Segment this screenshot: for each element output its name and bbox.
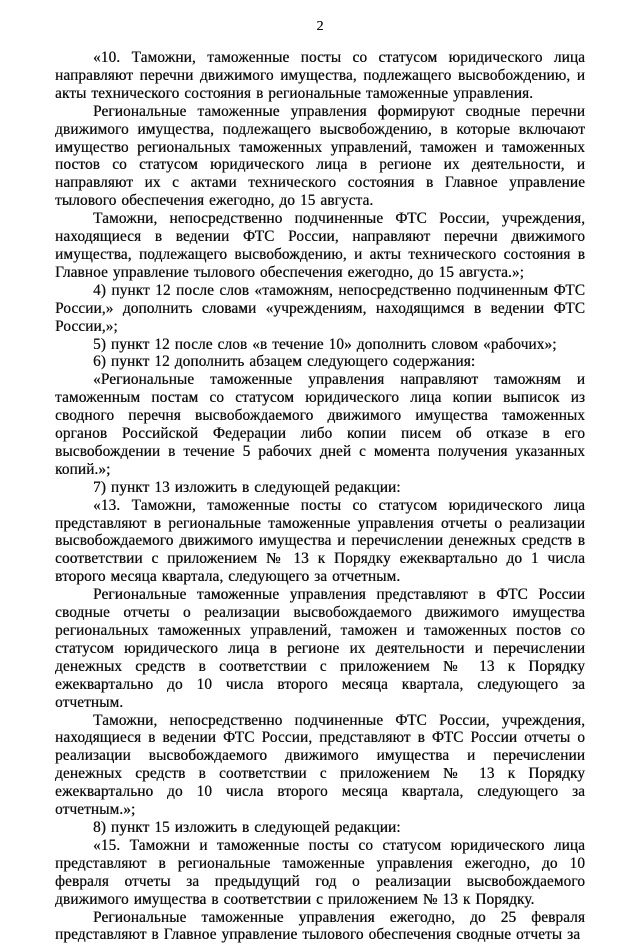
paragraph: 7) пункт 13 изложить в следующей редакции:: [55, 479, 585, 497]
paragraph: Региональные таможенные управления ежегодно, до 25 февраля представляют в Главное управление тылового обеспечения сводные отчеты за: [55, 909, 585, 944]
paragraph: Региональные таможенные управления представляют в ФТС России сводные отчеты о реализации высвобождаемого движимого имущества региональных таможенных управлений, таможен и таможенных постов со статусом юридического лица в регионе их деятельности и перечислении денежных средств в соответствии с приложением № 13 к Порядку ежеквартально до 10 числа второго месяца квартала, следующего за отчетным.: [55, 586, 585, 711]
document-body: [55, 49, 585, 944]
paragraph: 5) пункт 12 после слов «в течение 10» дополнить словом «рабочих»;: [55, 336, 585, 354]
paragraph: 8) пункт 15 изложить в следующей редакции:: [55, 819, 585, 837]
paragraph: 6) пункт 12 дополнить абзацем следующего содержания:: [55, 353, 585, 371]
paragraph: Таможни, непосредственно подчиненные ФТС России, учреждения, находящиеся в ведении ФТС России, направляют перечни движимого имущества, подлежащего высвобождению, и акты технического состояния в Главное управление тылового обеспечения ежегодно, до 15 августа.»;: [55, 210, 585, 282]
paragraph: Региональные таможенные управления формируют сводные перечни движимого имущества, подлежащего высвобождению, в которые включают имущество региональных таможенных управлений, таможен и таможенных постов со статусом юридического лица в регионе их деятельности, и направляют их с актами технического состояния в Главное управление тылового обеспечения ежегодно, до 15 августа.: [55, 103, 585, 210]
paragraph: «13. Таможни, таможенные посты со статусом юридического лица представляют в региональные таможенные управления отчеты о реализации высвобождаемого движимого имущества и перечислении денежных средств в соответствии с приложением № 13 к Порядку ежеквартально до 1 числа второго месяца квартала, следующего за отчетным.: [55, 497, 585, 587]
page-number: 2: [0, 19, 640, 35]
paragraph: «10. Таможни, таможенные посты со статусом юридического лица направляют перечни движимого имущества, подлежащего высвобождению, и акты технического состояния в региональные таможенные управления.: [55, 49, 585, 103]
paragraph: Таможни, непосредственно подчиненные ФТС России, учреждения, находящиеся в ведении ФТС России, представляют в ФТС России отчеты о реализации высвобождаемого движимого имущества и перечислении денежных средств в соответствии с приложением № 13 к Порядку ежеквартально до 10 числа второго месяца квартала, следующего за отчетным.»;: [55, 712, 585, 819]
paragraph: «15. Таможни и таможенные посты со статусом юридического лица представляют в региональные таможенные управления ежегодно, до 10 февраля отчеты за предыдущий год о реализации высвобождаемого движимого имущества в соответствии с приложением № 13 к Порядку.: [55, 837, 585, 909]
paragraph: «Региональные таможенные управления направляют таможням и таможенным постам со статусом юридического лица копии выписок из сводного перечня высвобождаемого движимого имущества таможенных органов Российской Федерации либо копии писем об отказе в его высвобождении в течение 5 рабочих дней с момента получения указанных копий.»;: [55, 371, 585, 478]
paragraph: 4) пункт 12 после слов «таможням, непосредственно подчиненным ФТС России,» дополнить словами «учреждениям, находящимся в ведении ФТС России,»;: [55, 282, 585, 336]
